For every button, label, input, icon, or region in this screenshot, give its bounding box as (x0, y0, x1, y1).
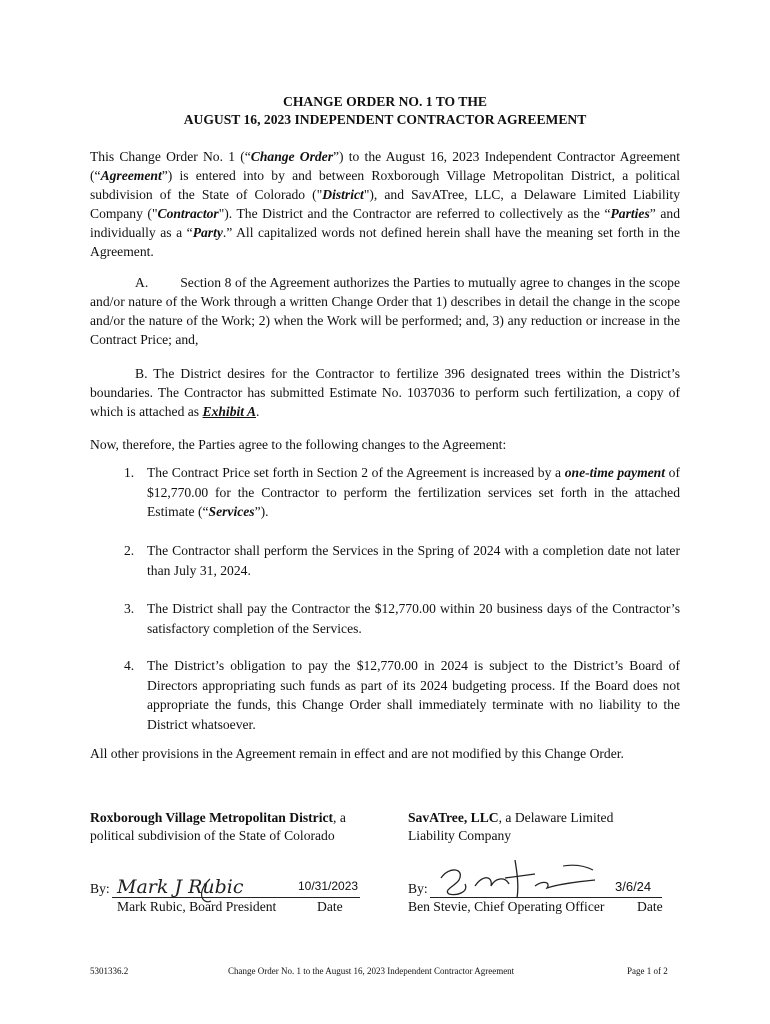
recital-a-label: A. (135, 275, 149, 290)
district-signature-block: Roxborough Village Metropolitan District, a political subdivision of the State of Colorado (90, 810, 346, 843)
signature-ben-stevie (435, 856, 615, 902)
district-name: Roxborough Village Metropolitan District (90, 810, 334, 825)
footer-page-number: Page 1 of 2 (627, 966, 668, 976)
list-item: 1. The Contract Price set forth in Section 2 of the Agreement is increased by a one-time payment of $12,770.00 for the Contractor to perform the fertilization services set forth in the attached Estimate (“Services”). (124, 465, 680, 519)
signature-text: Mark J Rubic (117, 876, 244, 898)
intro-paragraph: This Change Order No. 1 (“Change Order”) to the August 16, 2023 Independent Contractor Agreement (“Agreement”) is entered into by and between Roxborough Village Metropolitan District, a political subdivision of the State of Colorado ("District"), and SavATree, LLC, a Delaware Limited Liability Company ("Contractor"). The District and the Contractor are referred to collectively as the “Parties” and individually as a “Party.” All capitalized words not defined herein shall have the meaning set forth in the Agreement. (90, 149, 680, 259)
footer-doc-number: 5301336.2 (90, 966, 129, 976)
contractor-sign-date: 3/6/24 (615, 879, 652, 894)
defined-term: Agreement (100, 168, 162, 183)
date-label: Date (637, 899, 663, 914)
list-item: 2. The Contractor shall perform the Services in the Spring of 2024 with a completion date not later than July 31, 2024. (124, 543, 680, 578)
now-therefore: Now, therefore, the Parties agree to the following changes to the Agreement: (90, 437, 507, 452)
by-label: By: (408, 881, 428, 896)
defined-term: District (322, 187, 364, 202)
district-sign-date: 10/31/2023 (298, 879, 359, 893)
exhibit-a-reference: Exhibit A (202, 404, 257, 419)
change-list (90, 463, 680, 522)
contractor-signer-name: Ben Stevie, Chief Operating Officer (408, 899, 605, 914)
defined-term: Change Order (250, 149, 334, 164)
footer-title: Change Order No. 1 to the August 16, 2023 Independent Contractor Agreement (228, 966, 515, 976)
contractor-signature-block: SavATree, LLC, a Delaware Limited Liability Company (408, 810, 614, 843)
recital-a: A. Section 8 of the Agreement authorizes the Parties to mutually agree to changes in the scope and/or nature of the Work through a written Change Order that 1) describes in detail the change in the scope and/or the nature of the Work; 2) when the Work will be performed; and, 3) any reduction or increase in the Contract Price; and, (90, 275, 680, 347)
defined-term: Parties (610, 206, 650, 221)
title-line-1: CHANGE ORDER NO. 1 TO THE (283, 94, 487, 109)
title-line-2: AUGUST 16, 2023 INDEPENDENT CONTRACTOR AGREEMENT (183, 112, 587, 127)
change-list (90, 541, 680, 580)
defined-term: Contractor (157, 206, 219, 221)
list-item: 4. The District’s obligation to pay the $12,770.00 in 2024 is subject to the District’s Board of Directors appropriating such funds as part of its 2024 budgeting process. If the Board does not appropriate the funds, this Change Order shall immediately terminate with no liability to the District whatsoever. (124, 658, 680, 732)
document-title (90, 93, 680, 129)
defined-term: Party (192, 225, 223, 240)
contractor-name: SavATree, LLC (408, 810, 499, 825)
recital-b: B. The District desires for the Contractor to fertilize 396 designated trees within the District’s boundaries. The Contractor has submitted Estimate No. 1037036 to perform such fertilization, a copy of which is attached as Exhibit A. (90, 366, 680, 419)
list-item: 3. The District shall pay the Contractor the $12,770.00 within 20 business days of the Contractor’s satisfactory completion of the Services. (124, 601, 680, 636)
change-list (90, 599, 680, 638)
date-label: Date (317, 899, 343, 914)
by-label: By: (90, 881, 110, 896)
change-list (90, 656, 680, 734)
closing-paragraph: All other provisions in the Agreement remain in effect and are not modified by this Change Order. (90, 746, 624, 761)
district-signer-name: Mark Rubic, Board President (117, 899, 277, 914)
